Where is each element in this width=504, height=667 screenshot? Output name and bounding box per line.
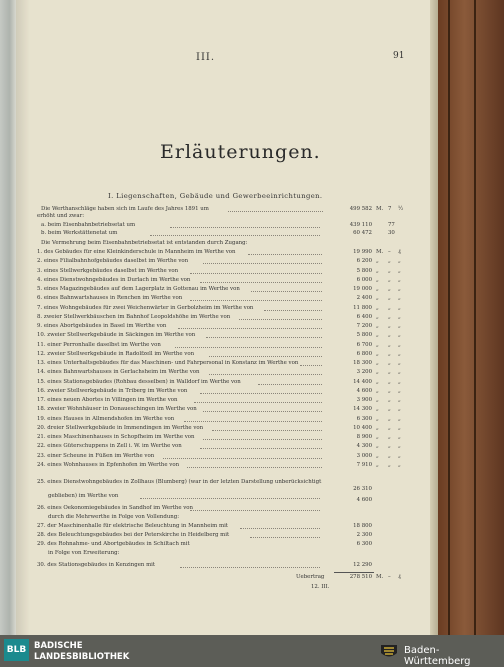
intro-line-2: erhöht und zwar:: [37, 213, 85, 219]
blb-name: [34, 641, 129, 663]
entry-unit: „: [376, 295, 379, 301]
ab-row-a: a. beim Eisenbahnbetriebsetat um: [41, 222, 136, 228]
entry-label: 2. eines Filialbahnhofgebäudes daselbst im Werthe von: [37, 258, 189, 264]
dot-leader: [228, 207, 323, 212]
intro-sub: ½: [398, 206, 404, 212]
entry-label: 12. zweier Stellwerkgebäude in Radolfzell im Werthe von: [37, 351, 195, 357]
entry-pf: „: [388, 397, 391, 403]
dot-leader: [180, 563, 320, 568]
entry-amount: 3 900: [356, 397, 372, 403]
entry-amount: 7 200: [356, 323, 372, 329]
entry-label: 24. eines Wohnhauses in Epfenhofen im Werthe von: [37, 462, 180, 468]
row-26-line-2: durch die Mehrwerthe in Folge von Vollendung:: [48, 514, 180, 520]
entry-label: 19. eines Hauses in Allmendshofen im Werthe von: [37, 416, 175, 422]
entry-label: 10. zweier Stellwerkgebäude in Säckingen im Werthe von: [37, 332, 196, 338]
entry-pf: „: [388, 305, 391, 311]
entry-unit: „: [376, 434, 379, 440]
dot-leader: [200, 444, 322, 449]
sum-rule: [334, 572, 374, 573]
entry-sub: „: [398, 434, 401, 440]
entry-amount: 6 300: [356, 416, 372, 422]
left-page-edge: [0, 0, 16, 635]
entry-pf: „: [388, 406, 391, 412]
dot-leader: [250, 533, 320, 538]
dot-leader: [212, 426, 322, 431]
entry-pf: „: [388, 351, 391, 357]
bw-name: Baden-Württemberg: [404, 645, 471, 667]
dot-leader: [200, 389, 322, 394]
entry-amount: 4 600: [356, 388, 372, 394]
ab-amount-a: 439 110: [349, 222, 372, 228]
dot-leader: [240, 524, 320, 529]
entry-unit: „: [376, 406, 379, 412]
book-cover: [438, 0, 504, 635]
entry-amount: 14 400: [353, 379, 372, 385]
paragraph-intro: Die Vermehrung beim Eisenbahnbetriebsetat ist entstanden durch Zugang:: [41, 240, 248, 246]
entry-sub: „: [398, 342, 401, 348]
entry-sub: „: [398, 323, 401, 329]
entry-label: 3. eines Stellwerkgebäudes daselbst im Werthe von: [37, 268, 179, 274]
entry-label: 23. einer Scheune in Füßen im Werthe von: [37, 453, 155, 459]
entry-unit: „: [376, 332, 379, 338]
entry-sub: „: [398, 305, 401, 311]
entry-amount: 10 400: [353, 425, 372, 431]
page-gutter-shadow: [16, 0, 30, 635]
dot-leader: [163, 454, 322, 459]
entry-label: 7. eines Wohngebäudes für zwei Weichenwärter in Gerbolzheim im Werthe von: [37, 305, 254, 311]
dot-leader: [140, 494, 320, 499]
entry-pf: „: [388, 360, 391, 366]
entry-label: 1. des Gebäudes für eine Kleinkinderschule in Mannheim im Werthe von: [37, 249, 236, 255]
dot-leader: [203, 435, 322, 440]
entry-unit: „: [376, 258, 379, 264]
entry-sub: „: [398, 351, 401, 357]
entry-unit: „: [376, 453, 379, 459]
entry-sub: „: [398, 443, 401, 449]
entry-unit: „: [376, 286, 379, 292]
entry-sub: „: [398, 332, 401, 338]
entry-amount: 4 300: [356, 443, 372, 449]
entry-label: 9. eines Abortgebäudes in Basel im Werthe von: [37, 323, 167, 329]
dot-leader: [264, 306, 322, 311]
entry-pf: „: [388, 323, 391, 329]
blb-line-2: LANDESBIBLIOTHEK: [34, 652, 130, 662]
row-29-amount: 6 300: [356, 541, 372, 547]
entry-unit: „: [376, 369, 379, 375]
entry-unit: „: [376, 268, 379, 274]
ab-amount-b: 60 472: [353, 230, 372, 236]
entry-label: 17. eines neuen Abortes in Villingen im Werthe von: [37, 397, 178, 403]
row-30-amount: 12 290: [353, 562, 372, 568]
entry-unit: „: [376, 360, 379, 366]
entry-amount: 5 800: [356, 268, 372, 274]
entry-unit: „: [376, 425, 379, 431]
section-heading: I. Liegenschaften, Gebäude und Gewerbeeinrichtungen.: [108, 192, 323, 200]
page-stack-edge: [430, 0, 438, 635]
dot-leader: [209, 352, 322, 357]
dot-leader: [187, 463, 322, 468]
dot-leader: [170, 223, 320, 228]
carry-sub: ₰: [398, 574, 401, 580]
blb-logo: BLB: [4, 639, 29, 661]
entry-sub: „: [398, 314, 401, 320]
entry-pf: „: [388, 388, 391, 394]
dot-leader: [190, 506, 320, 511]
entry-pf: „: [388, 416, 391, 422]
entry-label: 6. eines Bahnwartshauses in Renchen im Werthe von: [37, 295, 183, 301]
entry-sub: „: [398, 406, 401, 412]
entry-pf: „: [388, 369, 391, 375]
entry-sub: „: [398, 369, 401, 375]
dot-leader: [251, 287, 322, 292]
entry-unit: „: [376, 397, 379, 403]
row-26-line-1: 26. eines Oekonomiegebäudes in Sandhof im Werthe von: [37, 505, 193, 511]
entry-pf: „: [388, 425, 391, 431]
entry-pf: „: [388, 443, 391, 449]
entry-unit: „: [376, 314, 379, 320]
entry-label: 14. eines Bahnwartshauses in Gerlachsheim im Werthe von: [37, 369, 200, 375]
ab-pf-a: 77: [388, 222, 395, 228]
row-25-line-2: geblieben) im Werthe von: [48, 493, 119, 499]
row-29-line-1: 29. des Rohnahme- und Abortgebäudes in Schiltach mit: [37, 541, 190, 547]
entry-label: 15. eines Stationsgebäudes (Rohbau desselben) in Walldorf im Werthe von: [37, 379, 241, 385]
entry-sub: „: [398, 425, 401, 431]
entry-pf: „: [388, 314, 391, 320]
entry-amount: 14 300: [353, 406, 372, 412]
entry-label: 16. zweier Stellwerkgebäude in Triberg im Werthe von: [37, 388, 188, 394]
dot-leader: [300, 361, 322, 366]
entry-unit: „: [376, 443, 379, 449]
dot-leader: [248, 250, 322, 255]
entry-unit: „: [376, 379, 379, 385]
dot-leader: [150, 231, 320, 236]
dot-leader: [175, 343, 322, 348]
entry-amount: 3 200: [356, 369, 372, 375]
entry-unit: „: [376, 351, 379, 357]
row-28: 28. des Beleuchtungsgebäudes bei der Peterskirche in Heidelberg mit: [37, 532, 230, 538]
dot-leader: [203, 407, 322, 412]
entry-amount: 6 800: [356, 351, 372, 357]
dot-leader: [194, 398, 323, 403]
entry-sub: „: [398, 286, 401, 292]
entry-amount: 6 400: [356, 314, 372, 320]
entry-pf: „: [388, 434, 391, 440]
row-25-amount-a: 26 310: [353, 486, 372, 492]
entry-sub: „: [398, 295, 401, 301]
entry-label: 20. dreier Stellwerkgebäude in Immendingen im Werthe von: [37, 425, 204, 431]
dot-leader: [258, 380, 322, 385]
entry-amount: 18 300: [353, 360, 372, 366]
page-title: Erläuterungen.: [160, 141, 321, 163]
entry-unit: „: [376, 277, 379, 283]
entry-pf: „: [388, 258, 391, 264]
ab-pf-b: 30: [388, 230, 395, 236]
row-28-amount: 2 300: [356, 532, 372, 538]
intro-unit: M.: [376, 206, 384, 212]
entry-pf: „: [388, 268, 391, 274]
section-number: III.: [196, 52, 216, 63]
entry-amount: 7 910: [356, 462, 372, 468]
entry-sub: „: [398, 388, 401, 394]
blb-line-1: BADISCHE: [34, 641, 83, 651]
entry-sub: „: [398, 360, 401, 366]
entry-pf: –: [388, 249, 391, 255]
entry-sub: „: [398, 453, 401, 459]
intro-amount: 499 582: [349, 206, 372, 212]
entry-amount: 8 900: [356, 434, 372, 440]
entry-sub: „: [398, 462, 401, 468]
dot-leader: [178, 324, 322, 329]
entry-label: 18. zweier Wohnhäuser in Donaueschingen im Werthe von: [37, 406, 197, 412]
carry-label: Uebertrag: [296, 574, 325, 580]
entry-amount: 2 400: [356, 295, 372, 301]
entry-amount: 6 200: [356, 258, 372, 264]
entry-amount: 6 000: [356, 277, 372, 283]
entry-sub: „: [398, 379, 401, 385]
carry-pf: –: [388, 574, 391, 580]
row-30: 30. des Stationsgebäudes in Kenzingen mit: [37, 562, 156, 568]
entry-label: 11. einer Perronhalle daselbst im Werthe von: [37, 342, 161, 348]
signature-mark: 12. III.: [311, 584, 330, 590]
entry-unit: „: [376, 462, 379, 468]
lions-crest-icon: [378, 640, 400, 662]
entry-pf: „: [388, 379, 391, 385]
intro-line-1: Die Werthanschläge haben sich im Laufe des Jahres 1891 um: [41, 206, 209, 212]
entry-label: 21. eines Maschinenhauses in Schopfheim im Werthe von: [37, 434, 195, 440]
dot-leader: [239, 315, 322, 320]
entry-label: 8. zweier Stellwerkbäuschen im Bahnhof Leopoldshöhe im Werthe von: [37, 314, 231, 320]
entry-amount: 19 000: [353, 286, 372, 292]
entry-pf: „: [388, 332, 391, 338]
intro-pf: 7: [388, 206, 392, 212]
entry-pf: „: [388, 277, 391, 283]
entry-pf: „: [388, 462, 391, 468]
entry-sub: „: [398, 277, 401, 283]
entry-sub: „: [398, 416, 401, 422]
row-29-line-2: in Folge von Erweiterung:: [48, 550, 120, 556]
entry-sub: „: [398, 397, 401, 403]
entry-unit: „: [376, 342, 379, 348]
entry-amount: 3 000: [356, 453, 372, 459]
row-27: 27. der Maschinenhalle für elektrische Beleuchtung in Mannheim mit: [37, 523, 228, 529]
entry-sub: „: [398, 268, 401, 274]
entry-pf: „: [388, 342, 391, 348]
dot-leader: [190, 296, 322, 301]
entry-unit: „: [376, 323, 379, 329]
dot-leader: [203, 259, 322, 264]
entry-sub: ₰: [398, 249, 401, 255]
entry-pf: „: [388, 295, 391, 301]
dot-leader: [206, 333, 322, 338]
entry-label: 22. eines Güterschuppens in Zell i. W. im Werthe von: [37, 443, 182, 449]
dot-leader: [190, 269, 322, 274]
page-number: 91: [393, 51, 405, 61]
entry-unit: M.: [376, 249, 384, 255]
entry-amount: 19 990: [353, 249, 372, 255]
entry-label: 5. eines Magazingebäudes auf dem Lagerplatz in Gottenau im Werthe von: [37, 286, 240, 292]
row-27-amount: 18 800: [353, 523, 372, 529]
entry-unit: „: [376, 416, 379, 422]
entry-label: 4. eines Dienstwohngebäudes in Durlach im Werthe von: [37, 277, 191, 283]
row-25-amount-b: 4 600: [356, 497, 372, 503]
entry-unit: „: [376, 305, 379, 311]
carry-unit: M.: [376, 574, 384, 580]
entry-amount: 11 800: [353, 305, 372, 311]
entry-pf: „: [388, 286, 391, 292]
row-25-line-1: 25. eines Dienstwohngebäudes in Zollhaus (Blumberg) (war in der letzten Darstellung unberücksichtigt: [37, 479, 322, 485]
entry-pf: „: [388, 453, 391, 459]
entry-label: 13. eines Unterhaltsgebäudes für das Maschinen- und Fahrpersonal in Konstanz im Werthe von: [37, 360, 299, 366]
dot-leader: [184, 417, 322, 422]
carry-amount: 278 510: [349, 574, 372, 580]
entry-amount: 6 700: [356, 342, 372, 348]
dot-leader: [200, 278, 322, 283]
ab-row-b: b. beim Werkstättenetat um: [41, 230, 118, 236]
entry-amount: 5 800: [356, 332, 372, 338]
dot-leader: [209, 370, 322, 375]
entry-unit: „: [376, 388, 379, 394]
entry-sub: „: [398, 258, 401, 264]
